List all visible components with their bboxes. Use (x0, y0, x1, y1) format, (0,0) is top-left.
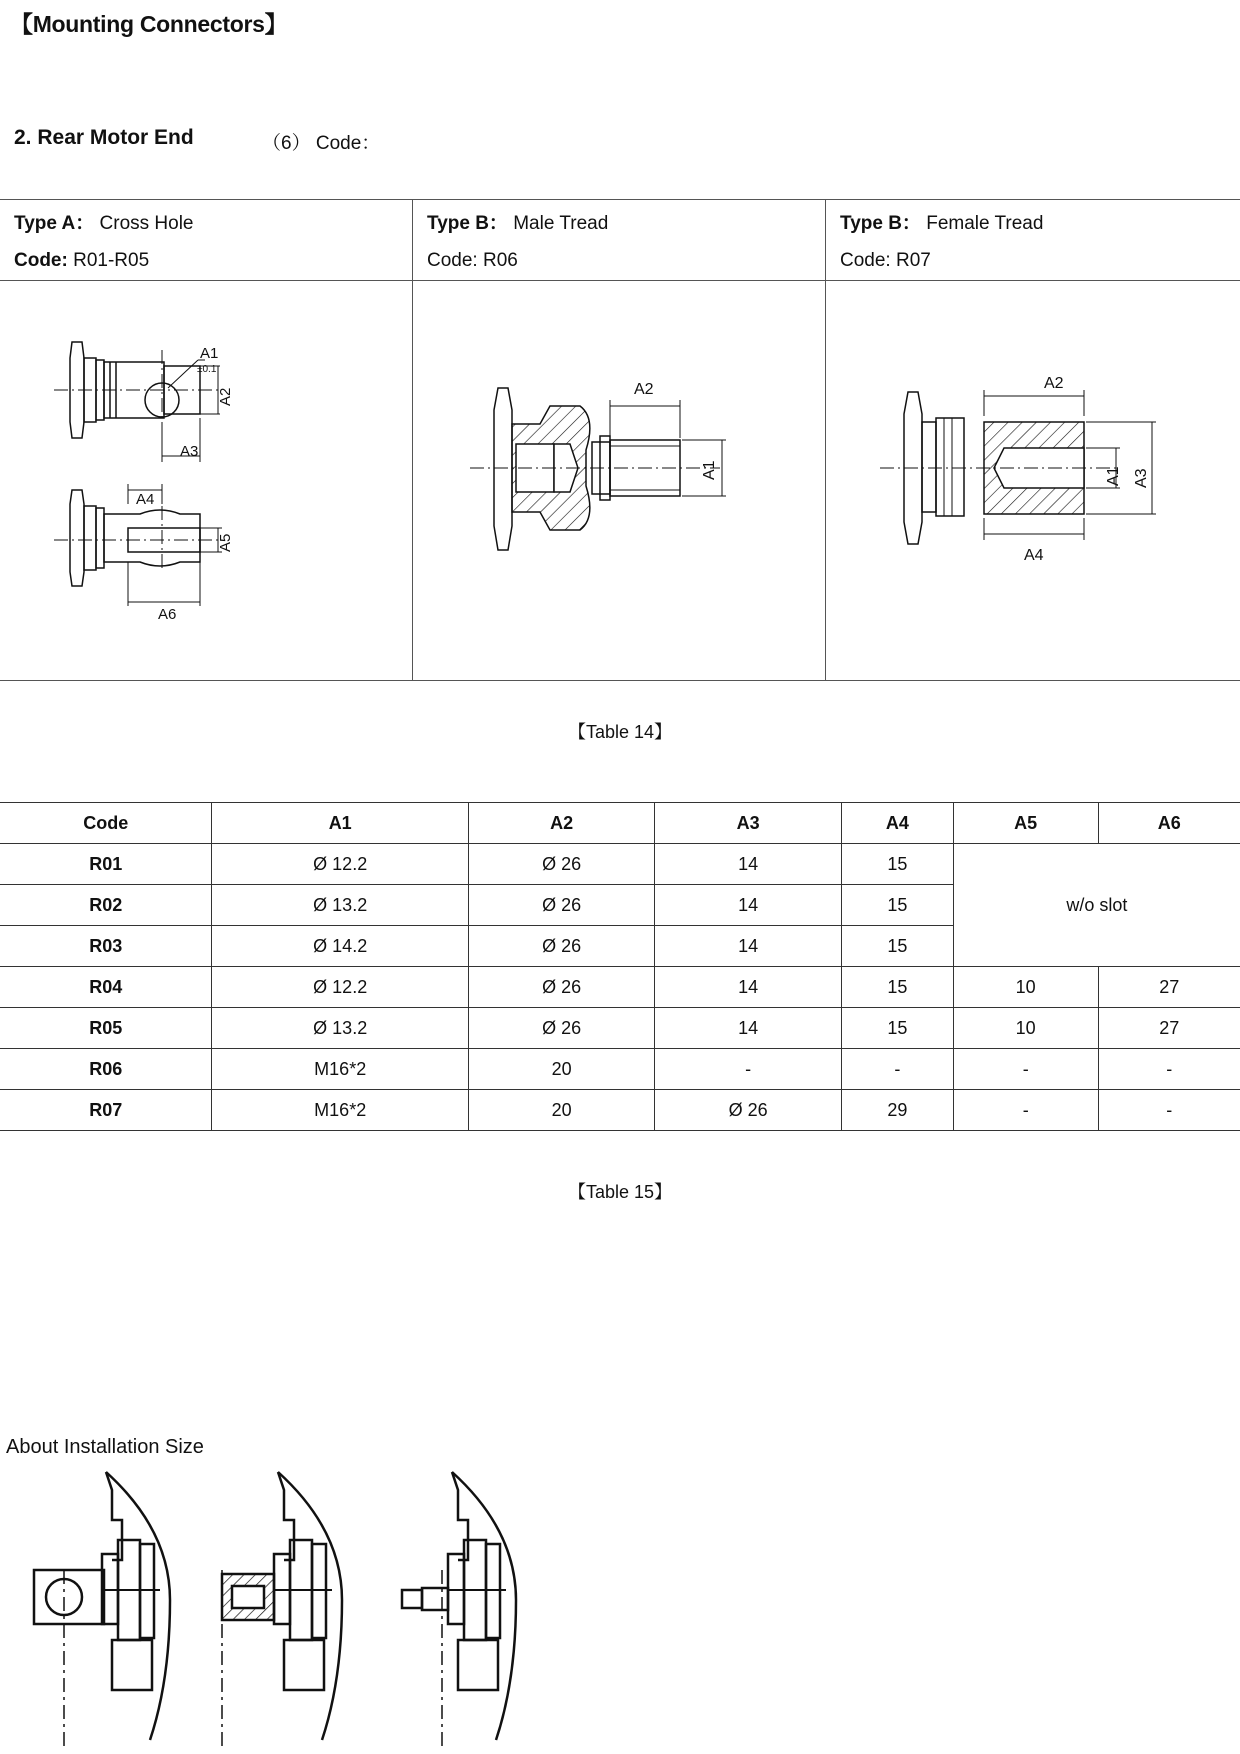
cell-a4: - (841, 1049, 953, 1090)
table-header-row (0, 803, 1240, 844)
cell-a1: M16*2 (212, 1090, 468, 1131)
cell-a6: 27 (1098, 1008, 1240, 1049)
type-b-code: R06 (482, 250, 518, 271)
cell-a3: 14 (655, 844, 842, 885)
drawing-a-label-a4: A4 (136, 491, 155, 508)
grid-rule-bottom (0, 680, 1240, 681)
drawing-type-a (40, 310, 280, 630)
cell-a1: Ø 13.2 (212, 1008, 468, 1049)
type-b-label: Type B： (427, 213, 508, 234)
cell-a3: 14 (655, 1008, 842, 1049)
cell-a2: 20 (468, 1090, 655, 1131)
cell-code: R02 (0, 885, 212, 926)
cell-a2: Ø 26 (468, 885, 655, 926)
type-c-code: R07 (895, 250, 931, 271)
caption-table-15: 【Table 15】 (567, 1182, 673, 1202)
cell-code: R03 (0, 926, 212, 967)
drawing-c-label-a3: A3 (1133, 468, 1150, 488)
grid-rule-v1 (412, 199, 413, 681)
cell-a1: Ø 13.2 (212, 885, 468, 926)
type-b-code-label: Code: (427, 250, 478, 271)
cell-code: R01 (0, 844, 212, 885)
header-a2: A2 (468, 803, 655, 844)
grid-rule-v2 (825, 199, 826, 681)
cell-a1: Ø 12.2 (212, 967, 468, 1008)
cell-a1: Ø 12.2 (212, 844, 468, 885)
cell-a3: 14 (655, 967, 842, 1008)
cell-code: R04 (0, 967, 212, 1008)
type-a-label: Type A： (14, 213, 95, 234)
drawing-a-label-a2: A2 (217, 387, 234, 406)
table-row (0, 844, 1240, 885)
cell-a2: Ø 26 (468, 926, 655, 967)
installation-view-male-thread (402, 1472, 516, 1750)
header-a6: A6 (1098, 803, 1240, 844)
drawing-a-label-a1: A1 (200, 345, 219, 362)
cell-code: R06 (0, 1049, 212, 1090)
caption-table-14: 【Table 14】 (567, 722, 673, 742)
cell-a3: 14 (655, 885, 842, 926)
specs-table (0, 802, 1240, 1131)
header-a1: A1 (212, 803, 468, 844)
cell-a2: Ø 26 (468, 844, 655, 885)
type-c-code-label: Code: (840, 250, 891, 271)
drawing-b-label-a1: A1 (701, 460, 718, 480)
type-b-name: Male Tread (513, 213, 609, 234)
drawing-b-label-a2: A2 (634, 381, 654, 398)
subsection-code-label: （6） Code： (262, 133, 381, 154)
drawing-c-label-a2: A2 (1044, 375, 1064, 392)
installation-title: About Installation Size (6, 1436, 204, 1458)
cell-a6: 27 (1098, 967, 1240, 1008)
cell-a4: 15 (841, 926, 953, 967)
grid-rule-top (0, 199, 1240, 200)
drawing-type-b (470, 370, 750, 590)
drawing-c-label-a1: A1 (1105, 466, 1122, 486)
type-c-header (840, 208, 1043, 272)
cell-a5: 10 (953, 967, 1098, 1008)
type-a-code: R01-R05 (73, 250, 150, 271)
cell-code: R07 (0, 1090, 212, 1131)
type-c-label: Type B： (840, 213, 921, 234)
cell-a6: - (1098, 1090, 1240, 1131)
type-a-code-label: Code: (14, 250, 68, 271)
cell-code: R05 (0, 1008, 212, 1049)
table-row (0, 1049, 1240, 1090)
drawing-a-label-a6: A6 (158, 606, 177, 623)
table-row (0, 1008, 1240, 1049)
table-row (0, 967, 1240, 1008)
drawing-a-label-a3: A3 (180, 443, 199, 460)
cell-a2: 20 (468, 1049, 655, 1090)
cell-a2: Ø 26 (468, 967, 655, 1008)
type-c-name: Female Tread (926, 213, 1044, 234)
table-row (0, 1090, 1240, 1131)
header-a5: A5 (953, 803, 1098, 844)
cell-a5: - (953, 1049, 1098, 1090)
drawing-a-label-a5: A5 (217, 533, 234, 552)
installation-drawings (20, 1470, 540, 1750)
drawing-type-c (880, 366, 1180, 586)
cell-a5: 10 (953, 1008, 1098, 1049)
cell-a3: - (655, 1049, 842, 1090)
cell-a4: 15 (841, 1008, 953, 1049)
header-a4: A4 (841, 803, 953, 844)
type-a-name: Cross Hole (99, 213, 194, 234)
cell-a2: Ø 26 (468, 1008, 655, 1049)
cell-a5: - (953, 1090, 1098, 1131)
cell-a4: 15 (841, 844, 953, 885)
cell-a1: Ø 14.2 (212, 926, 468, 967)
drawing-c-label-a4: A4 (1024, 547, 1044, 564)
type-a-header (14, 208, 194, 272)
cell-a4: 15 (841, 885, 953, 926)
cell-a4: 15 (841, 967, 953, 1008)
installation-view-cross-hole (34, 1472, 170, 1750)
cell-merged-note: w/o slot (953, 844, 1240, 967)
installation-view-female-thread (222, 1472, 342, 1750)
type-b-header (427, 208, 608, 272)
cell-a6: - (1098, 1049, 1240, 1090)
header-a3: A3 (655, 803, 842, 844)
cell-a3: Ø 26 (655, 1090, 842, 1131)
cell-a1: M16*2 (212, 1049, 468, 1090)
header-code: Code (0, 803, 212, 844)
drawing-a-label-tol: ±0.1 (197, 364, 217, 375)
section-title: 【Mounting Connectors】 (10, 11, 288, 37)
cell-a3: 14 (655, 926, 842, 967)
cell-a4: 29 (841, 1090, 953, 1131)
grid-rule-mid (0, 280, 1240, 281)
subsection-title: 2. Rear Motor End (14, 126, 194, 149)
